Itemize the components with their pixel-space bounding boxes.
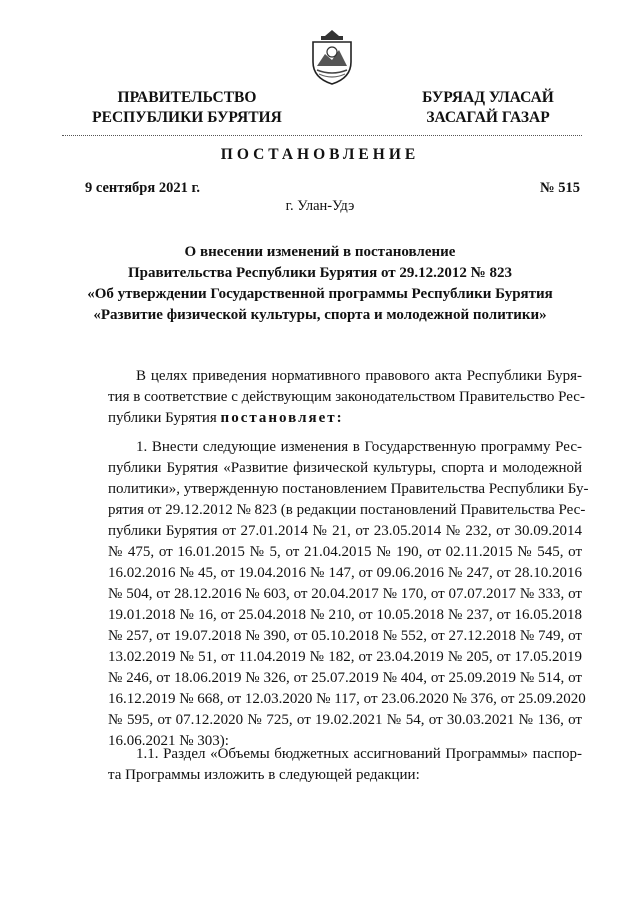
document-date: 9 сентября 2021 г. xyxy=(85,180,201,196)
body-line: 16.06.2021 № 303): xyxy=(108,733,229,749)
subject-line: О внесении изменений в постановление xyxy=(184,244,456,260)
subject-line: «Развитие физической культуры, спорта и молодежной политики» xyxy=(93,307,547,323)
body-line: № 475, от 16.01.2015 № 5, от 21.04.2015 № 190, от 02.11.2015 № 545, от xyxy=(108,544,582,560)
document-title: ПОСТАНОВЛЕНИЕ xyxy=(220,146,420,163)
body-line: 16.12.2019 № 668, от 12.03.2020 № 117, от 23.06.2020 № 376, от 25.09.2020 xyxy=(108,691,586,707)
header-right-line2: ЗАСАГАЙ ГАЗАР xyxy=(426,109,550,126)
body-text: публики Бурятия xyxy=(108,410,221,426)
coat-of-arms-icon xyxy=(307,26,357,86)
body-line: публики Бурятия от 27.01.2014 № 21, от 23.05.2014 № 232, от 30.09.2014 xyxy=(108,523,582,539)
body-line: рятия от 29.12.2012 № 823 (в редакции постановлений Правительства Рес- xyxy=(108,502,586,518)
document-subject xyxy=(70,242,570,326)
subject-line: Правительства Республики Бурятия от 29.12.2012 № 823 xyxy=(127,265,512,281)
body-line: 16.02.2016 № 45, от 19.04.2016 № 147, от 09.06.2016 № 247, от 28.10.2016 xyxy=(108,565,582,581)
paragraph-item-1-1 xyxy=(108,744,582,786)
government-name-buryat xyxy=(388,88,588,128)
header-left-line2: РЕСПУБЛИКИ БУРЯТИЯ xyxy=(92,109,282,126)
body-line: 19.01.2018 № 16, от 25.04.2018 № 210, от 10.05.2018 № 237, от 16.05.2018 xyxy=(108,607,582,623)
body-line: публики Бурятия «Развитие физической культуры, спорта и молодежной xyxy=(108,460,582,476)
document-number: № 515 xyxy=(540,180,580,196)
document-city: г. Улан-Удэ xyxy=(285,198,355,214)
paragraph-preamble xyxy=(108,366,585,429)
body-line: № 246, от 18.06.2019 № 326, от 25.07.2019 № 404, от 25.09.2019 № 514, от xyxy=(108,670,582,686)
header-right-line1: БУРЯАД УЛАСАЙ xyxy=(422,89,554,106)
body-line: 1.1. Раздел «Объемы бюджетных ассигнований Программы» паспор- xyxy=(136,746,582,762)
body-line: В целях приведения нормативного правового акта Республики Буря- xyxy=(136,368,582,384)
subject-line: «Об утверждении Государственной программы Республики Бурятия xyxy=(87,286,553,302)
government-name-russian xyxy=(72,88,302,128)
body-line xyxy=(108,408,582,429)
body-line: 1. Внести следующие изменения в Государственную программу Рес- xyxy=(136,439,582,455)
body-line: тия в соответствие с действующим законодательством Правительство Рес- xyxy=(108,389,585,405)
decree-keyword: постановляет: xyxy=(220,410,344,426)
header-left-line1: ПРАВИТЕЛЬСТВО xyxy=(117,89,257,106)
paragraph-item-1 xyxy=(108,437,589,752)
header-divider xyxy=(62,135,582,136)
body-line: политики», утвержденную постановлением Правительства Республики Бу- xyxy=(108,481,589,497)
body-line: № 595, от 07.12.2020 № 725, от 19.02.2021 № 54, от 30.03.2021 № 136, от xyxy=(108,712,582,728)
body-line: 13.02.2019 № 51, от 11.04.2019 № 182, от 23.04.2019 № 205, от 17.05.2019 xyxy=(108,649,582,665)
body-line: № 257, от 19.07.2018 № 390, от 05.10.2018 № 552, от 27.12.2018 № 749, от xyxy=(108,628,582,644)
body-line: № 504, от 28.12.2016 № 603, от 20.04.2017 № 170, от 07.07.2017 № 333, от xyxy=(108,586,582,602)
body-line: та Программы изложить в следующей редакции: xyxy=(108,767,420,783)
